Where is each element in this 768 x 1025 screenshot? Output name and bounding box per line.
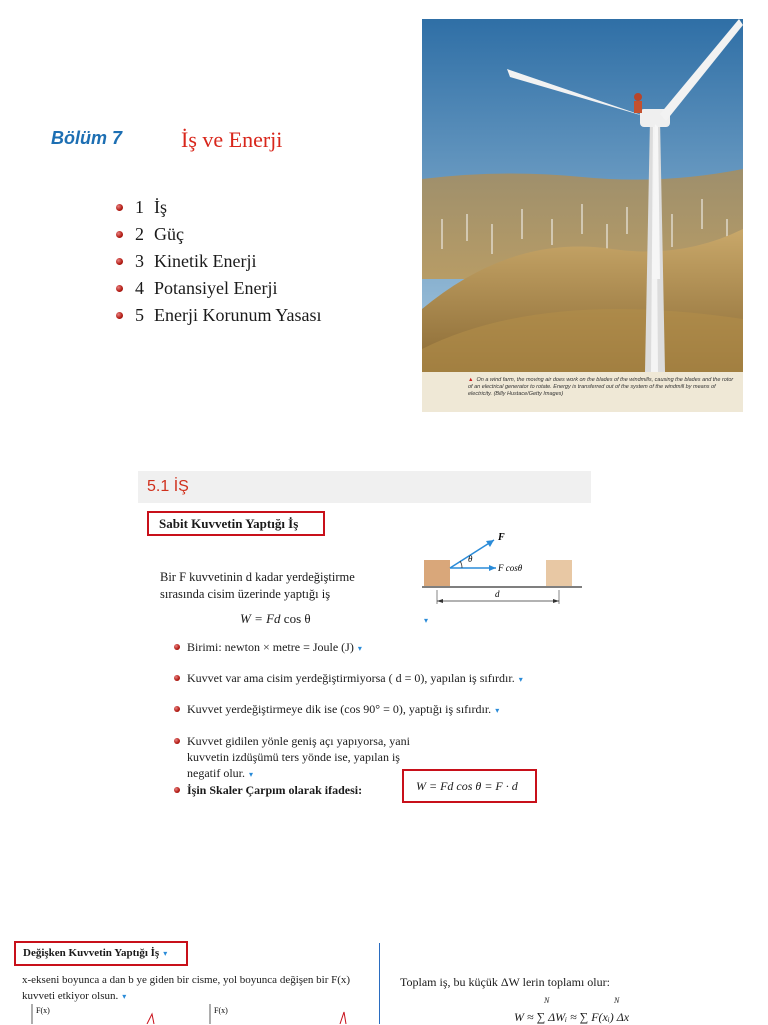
column-divider (379, 943, 380, 1024)
graph-axis-label: F(x) (36, 1006, 50, 1015)
section-heading: 5.1 İŞ (147, 478, 189, 495)
bullet-icon (174, 706, 180, 712)
bullet-icon (174, 787, 180, 793)
table-of-contents (116, 194, 322, 329)
toc-item: 3 Kinetik Enerji (116, 248, 322, 275)
bullet-item: Kuvvet var ama cisim yerdeğiştirmiyorsa ( d = 0), yapılan iş sıfırdır. ▾ (174, 670, 594, 688)
force-graphs (22, 1004, 362, 1024)
bullet-item: Birimi: newton × metre = Joule (J) ▾ (174, 639, 594, 657)
angle-label: θ (468, 554, 473, 564)
force-displacement-diagram (422, 528, 582, 628)
subheading-box: Sabit Kuvvetin Yaptığı İş (147, 511, 325, 536)
blue-marker-icon: ▾ (357, 644, 362, 653)
bullet-icon (174, 675, 180, 681)
toc-item: 2 Güç (116, 221, 322, 248)
bullet-icon (116, 258, 123, 265)
bullet-icon (174, 644, 180, 650)
variable-force-title: Değişken Kuvvetin Yaptığı İş ▾ (14, 941, 188, 966)
wind-turbine-photo (422, 19, 743, 372)
section-header-band (138, 471, 591, 503)
toc-item: 5 Enerji Korunum Yasası (116, 302, 322, 329)
bullet-icon (174, 738, 180, 744)
bullet-icon (116, 204, 123, 211)
blue-marker-icon: ▾ (163, 949, 168, 958)
riemann-sum-formula: N N W ≈ ∑ ΔWᵢ ≈ ∑ F(xᵢ) Δx (514, 996, 630, 1024)
total-work-text: Toplam iş, bu küçük ΔW lerin toplamı olur: (400, 975, 610, 989)
component-label: F cosθ (498, 563, 523, 573)
graph-axis-label: F(x) (214, 1006, 228, 1015)
dot-product-formula-box: W = Fd cos θ = F · d (402, 769, 537, 803)
work-formula: W = Fd cos θ (240, 611, 311, 626)
photo-caption: ▲ On a wind farm, the moving air does work on the blades of the windmills, causing the blades and the rotor of an electrical generator to rotate. Energy is transferred out of the system of the windmill by means of electricity. (Billy Hustace/Getty Images) (468, 377, 734, 397)
chapter-label: Bölüm 7 (51, 128, 123, 148)
blue-marker-icon: ▾ (518, 675, 523, 684)
displacement-label: d (495, 589, 500, 599)
caption-marker-icon: ▲ (468, 377, 474, 383)
blue-marker-icon: ▾ (495, 706, 500, 715)
blue-marker-icon: ▾ (122, 992, 127, 1001)
bullet-icon (116, 285, 123, 292)
bullet-item: Kuvvet gidilen yönle geniş açı yapıyorsa, yani kuvvetin izdüşümü ters yönde ise, yapılan iş negatif olur. ▾ (174, 733, 414, 783)
blue-marker-icon: ▾ (424, 616, 429, 625)
bullet-item: İşin Skaler Çarpım olarak ifadesi: (174, 782, 414, 798)
variable-force-text: x-ekseni boyunca a dan b ye giden bir cisme, yol boyunca değişen bir F(x) kuvveti etkiyor olsun. ▾ (22, 974, 351, 1002)
toc-item: 4 Potansiyel Enerji (116, 275, 322, 302)
chapter-title: İş ve Enerji (181, 127, 283, 152)
force-label: F (498, 532, 505, 543)
intro-text: Bir F kuvvetinin d kadar yerdeğiştirme sırasında cisim üzerinde yaptığı iş (160, 570, 355, 601)
bullet-icon (116, 312, 123, 319)
toc-item: 1 İş (116, 194, 322, 221)
wind-farm-figure (422, 19, 743, 412)
blue-marker-icon: ▾ (248, 770, 253, 779)
bullet-item: Kuvvet yerdeğiştirmeye dik ise (cos 90° = 0), yaptığı iş sıfırdır. ▾ (174, 701, 594, 719)
bullet-icon (116, 231, 123, 238)
